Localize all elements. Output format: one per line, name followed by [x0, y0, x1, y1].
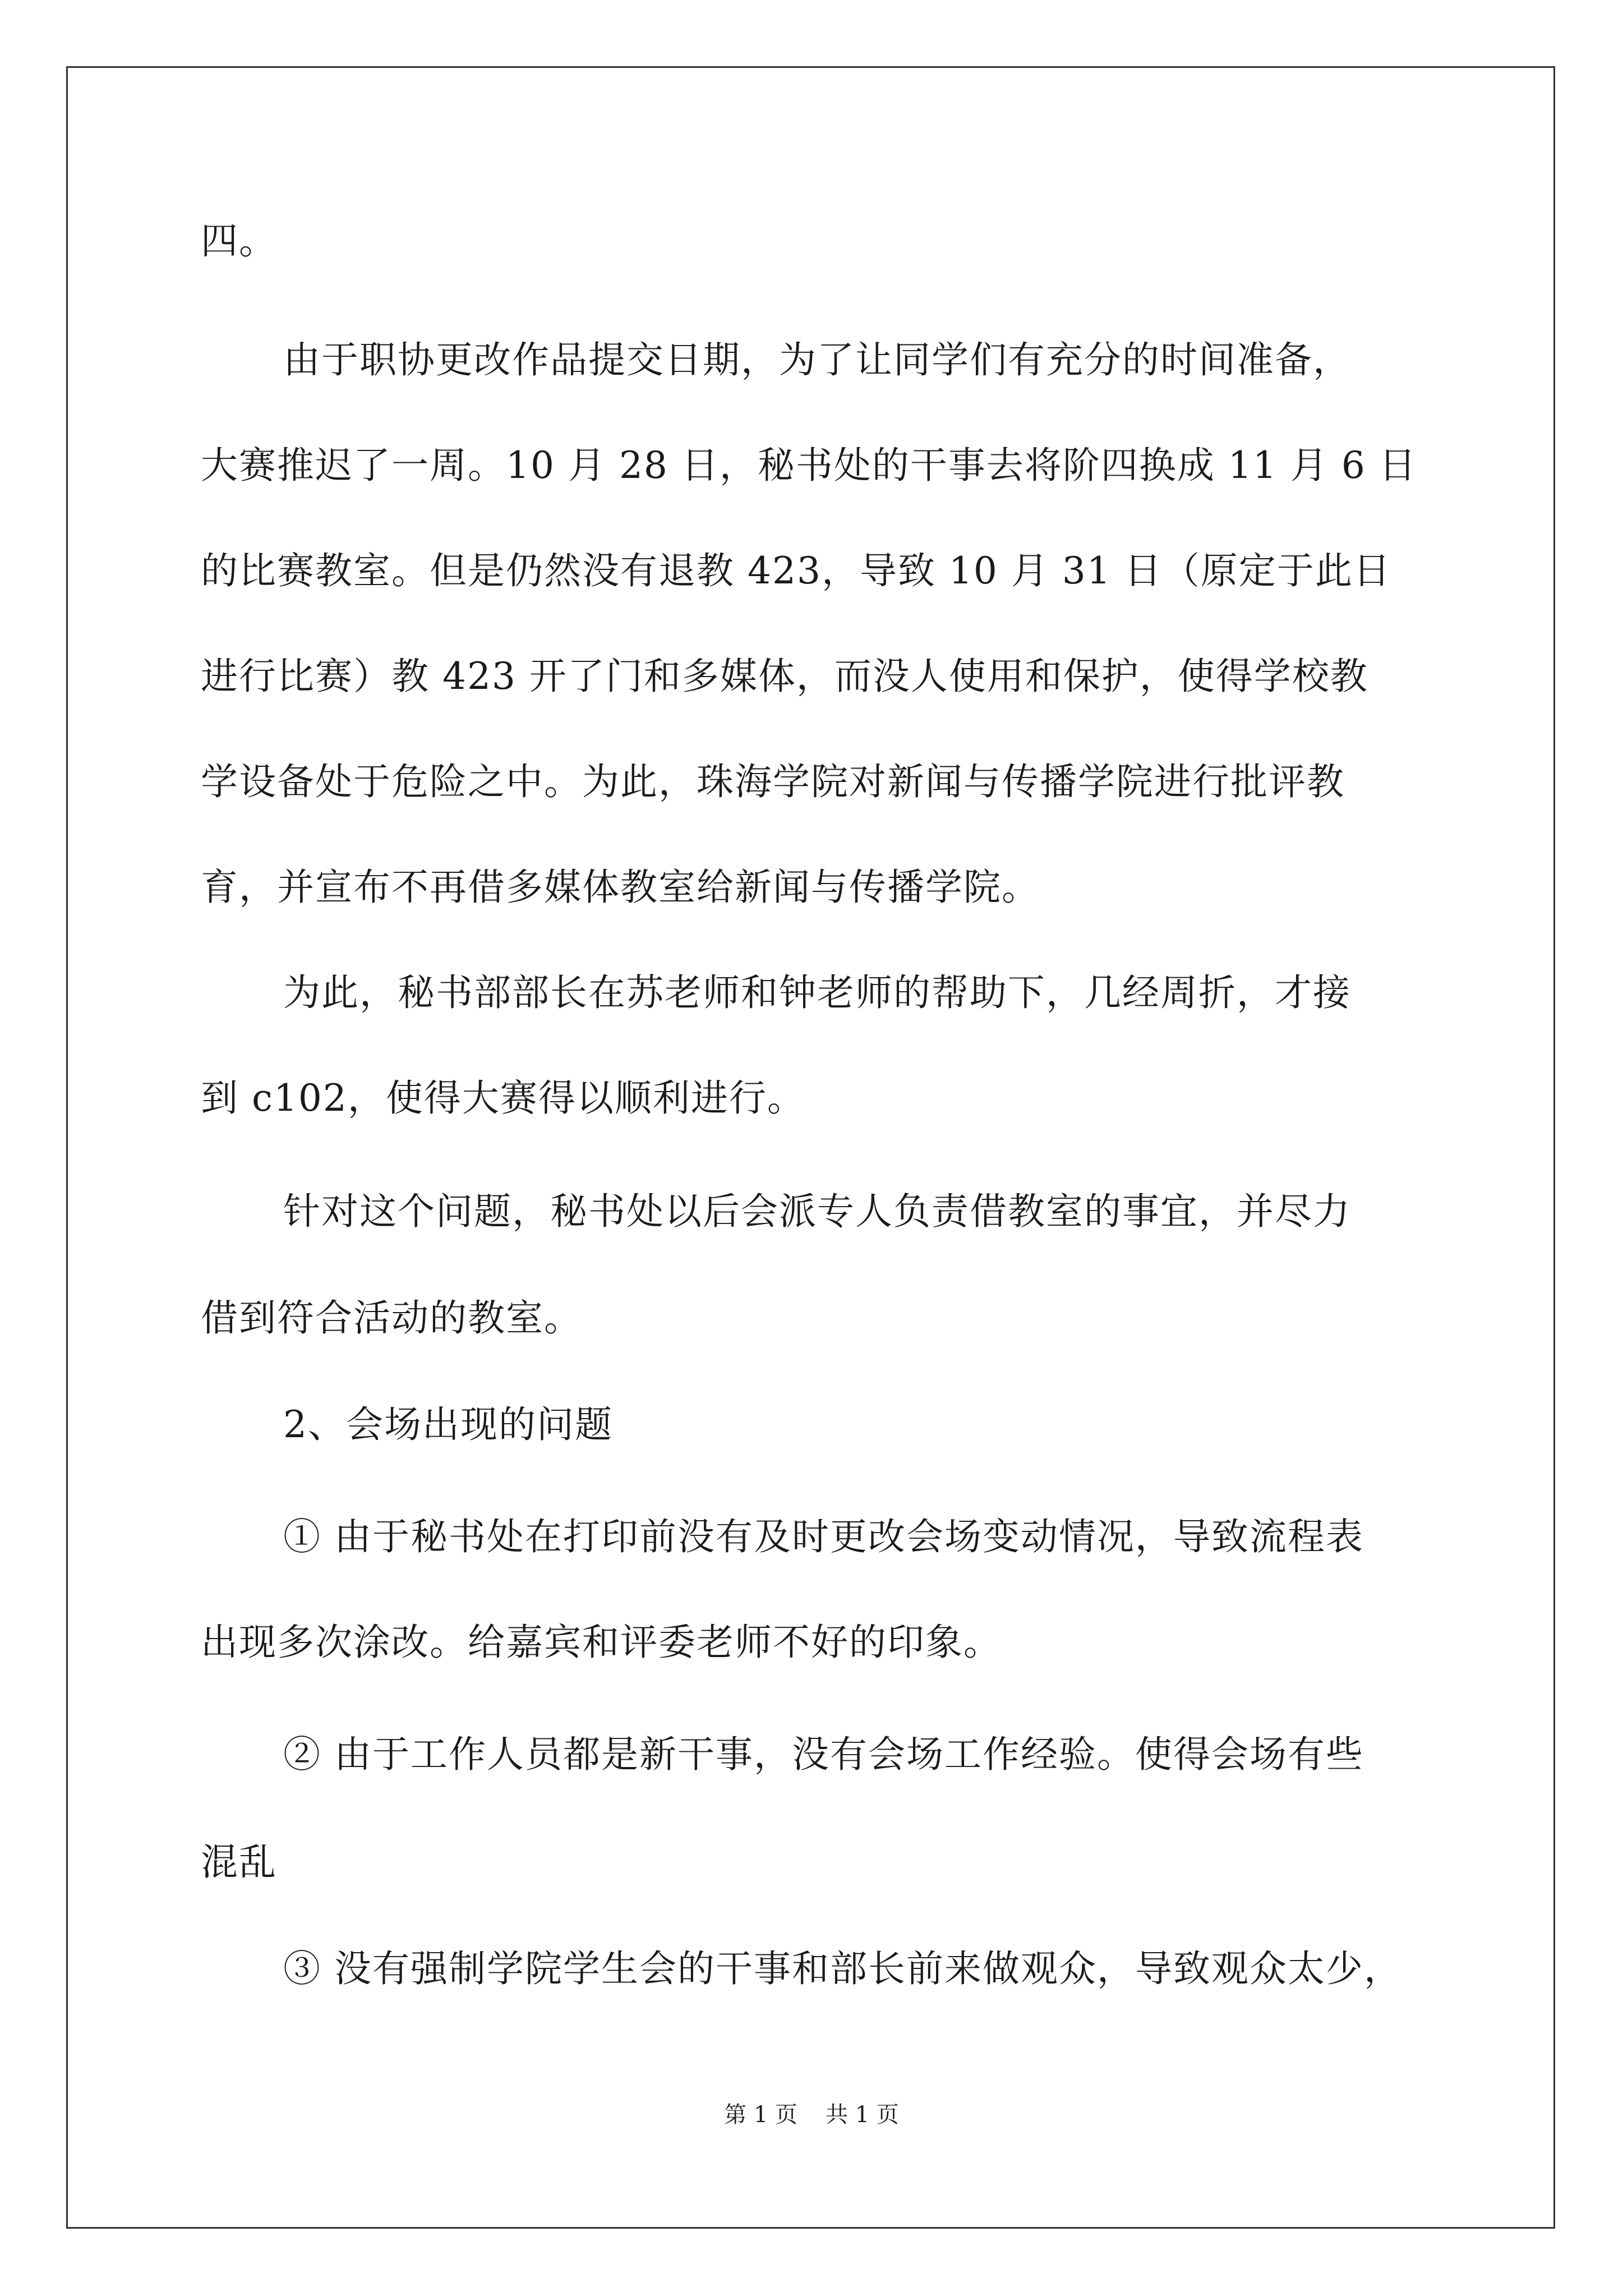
paragraph-line: 借到符合活动的教室。: [201, 1296, 582, 1340]
paragraph-line: 育，并宣布不再借多媒体教室给新闻与传播学院。: [201, 866, 1040, 909]
page-border: [66, 66, 1555, 2229]
paragraph-line: 的比赛教室。但是仍然没有退教 423，导致 10 月 31 日（原定于此日: [201, 549, 1391, 592]
paragraph-line: 为此，秘书部部长在苏老师和钟老师的帮助下，几经周折，才接: [283, 971, 1351, 1014]
page-number: 第 1 页: [724, 2102, 797, 2128]
page-footer: [0, 2101, 1623, 2129]
paragraph-line: 到 c102，使得大赛得以顺利进行。: [201, 1076, 805, 1120]
list-item-line: 出现多次涂改。给嘉宾和评委老师不好的印象。: [201, 1621, 1002, 1664]
list-item-line: ③ 没有强制学院学生会的干事和部长前来做观众，导致观众太少，: [283, 1947, 1402, 1990]
list-item-line: 混乱: [201, 1841, 277, 1884]
section-heading: 2、会场出现的问题: [283, 1403, 613, 1446]
list-item-line: ② 由于工作人员都是新干事，没有会场工作经验。使得会场有些: [283, 1733, 1364, 1776]
paragraph-line: 学设备处于危险之中。为此，珠海学院对新闻与传播学院进行批评教: [201, 760, 1345, 803]
paragraph-line: 针对这个问题，秘书处以后会派专人负责借教室的事宜，并尽力: [283, 1190, 1351, 1233]
paragraph-line: 大赛推迟了一周。10 月 28 日，秘书处的干事去将阶四换成 11 月 6 日: [201, 444, 1417, 487]
paragraph-line: 四。: [201, 219, 277, 263]
page-total: 共 1 页: [826, 2102, 899, 2128]
paragraph-line: 进行比赛）教 423 开了门和多媒体，而没人使用和保护，使得学校教: [201, 655, 1368, 698]
list-item-line: ① 由于秘书处在打印前没有及时更改会场变动情况，导致流程表: [283, 1515, 1364, 1558]
paragraph-line: 由于职协更改作品提交日期，为了让同学们有充分的时间准备，: [283, 338, 1351, 381]
